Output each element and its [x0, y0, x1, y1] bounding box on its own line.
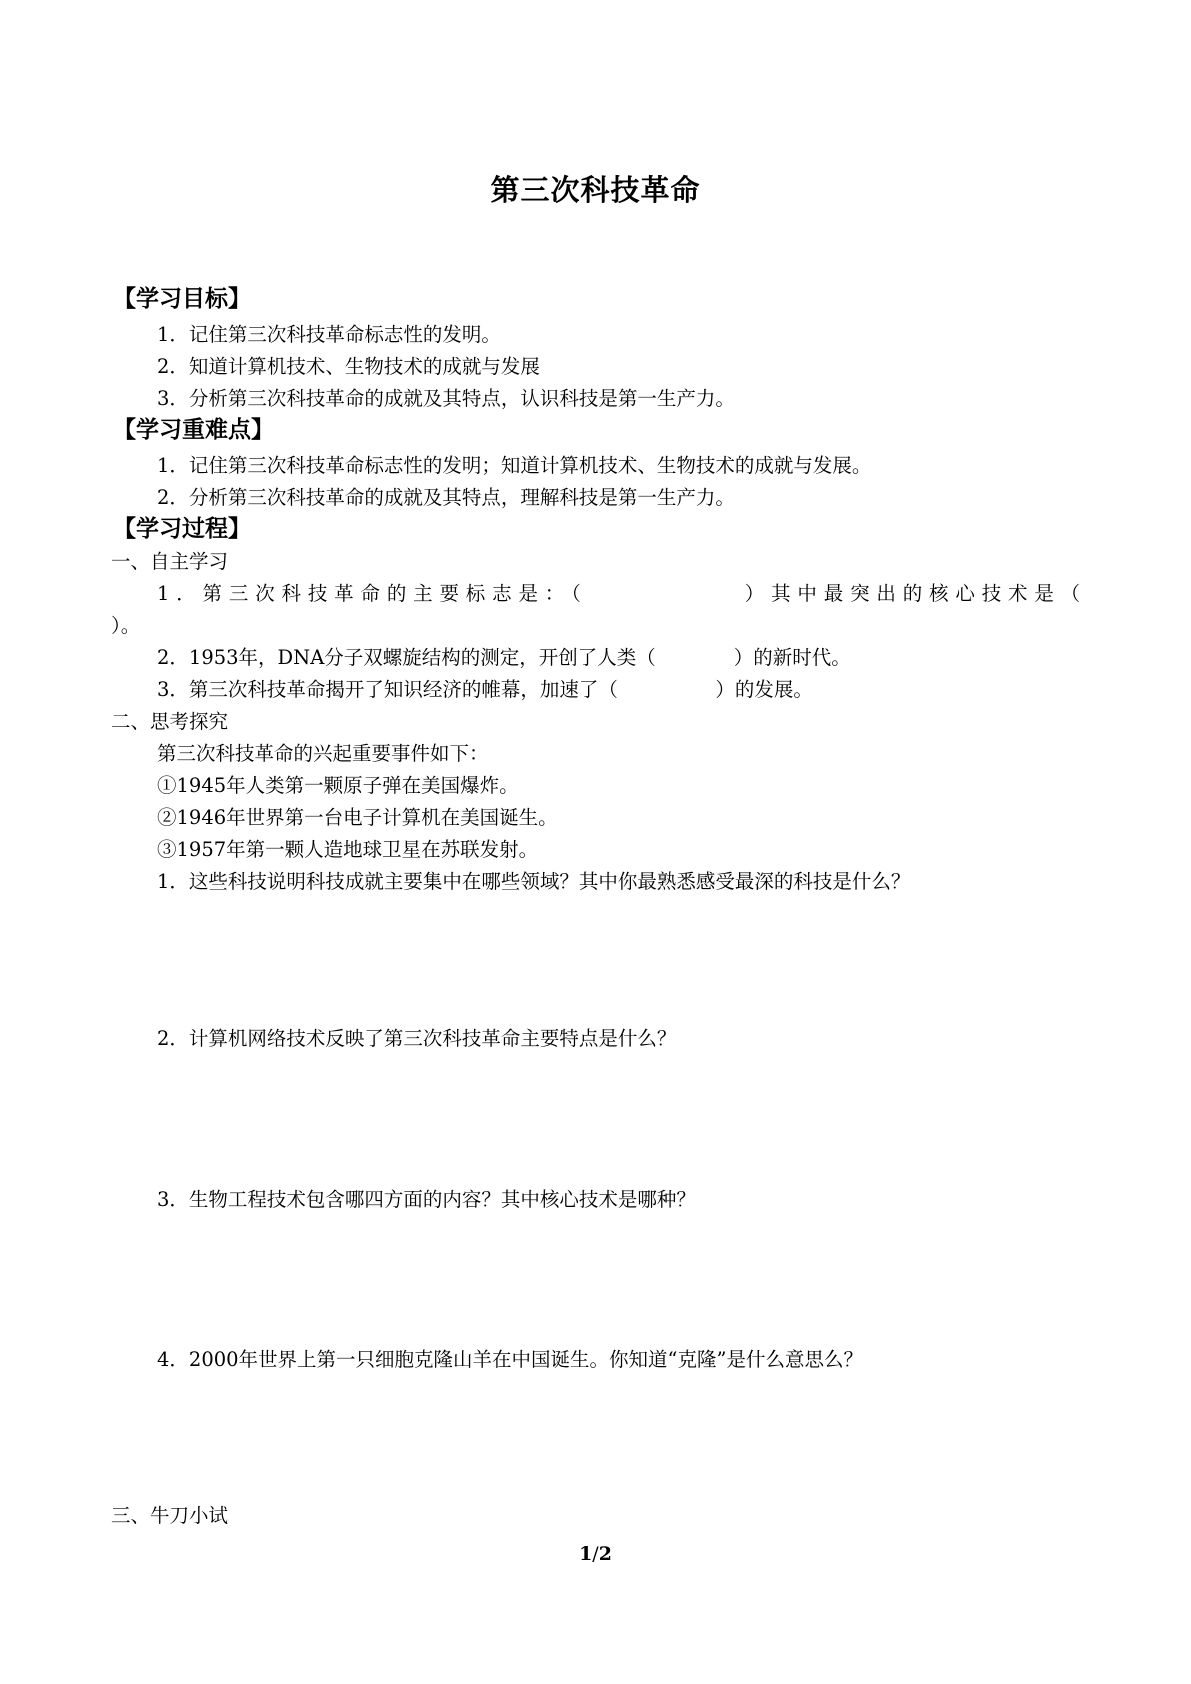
page-total: 2	[598, 1543, 612, 1565]
question-1-part-a: 1．第三次科技革命的主要标志是：（	[157, 582, 588, 605]
practice-heading: 三、牛刀小试	[111, 1504, 229, 1527]
question-1-part-b: ）其中最突出的核心技术是（	[744, 582, 1087, 605]
event-item: ①1945年人类第一颗原子弹在美国爆炸。	[157, 774, 519, 797]
key-point-item: 2．分析第三次科技革命的成就及其特点，理解科技是第一生产力。	[157, 486, 735, 509]
objectives-heading: 【学习目标】	[113, 286, 251, 312]
explore-intro: 第三次科技革命的兴起重要事件如下：	[157, 742, 489, 765]
self-study-question-3: 3．第三次科技革命揭开了知识经济的帷幕，加速了（ ）的发展。	[157, 678, 813, 701]
page-number	[0, 1543, 1191, 1565]
explore-question-4: 4．2000年世界上第一只细胞克隆山羊在中国诞生。你知道“克隆”是什么意思么？	[157, 1348, 863, 1371]
explore-question-1: 1．这些科技说明科技成就主要集中在哪些领域？其中你最熟悉感受最深的科技是什么？	[157, 870, 911, 893]
key-points-heading: 【学习重难点】	[113, 417, 274, 443]
objective-item: 1．记住第三次科技革命标志性的发明。	[157, 323, 501, 346]
process-heading: 【学习过程】	[113, 516, 251, 542]
self-study-question-2: 2．1953年，DNA分子双螺旋结构的测定，开创了人类（ ）的新时代。	[157, 646, 851, 669]
self-study-heading: 一、自主学习	[111, 550, 229, 573]
page-title: 第三次科技革命	[490, 173, 701, 207]
event-item: ②1946年世界第一台电子计算机在美国诞生。	[157, 806, 558, 829]
self-study-question-1	[157, 580, 1087, 608]
explore-question-2: 2．计算机网络技术反映了第三次科技革命主要特点是什么？	[157, 1027, 677, 1050]
objective-item: 2．知道计算机技术、生物技术的成就与发展	[157, 355, 540, 378]
page-current: 1	[579, 1543, 593, 1565]
objective-item: 3．分析第三次科技革命的成就及其特点，认识科技是第一生产力。	[157, 387, 735, 410]
explore-heading: 二、思考探究	[111, 710, 229, 733]
page-separator: /	[592, 1543, 599, 1565]
question-1-ending: ）。	[111, 614, 141, 637]
key-point-item: 1．记住第三次科技革命标志性的发明；知道计算机技术、生物技术的成就与发展。	[157, 454, 872, 477]
explore-question-3: 3．生物工程技术包含哪四方面的内容？其中核心技术是哪种？	[157, 1188, 696, 1211]
event-item: ③1957年第一颗人造地球卫星在苏联发射。	[157, 838, 539, 861]
